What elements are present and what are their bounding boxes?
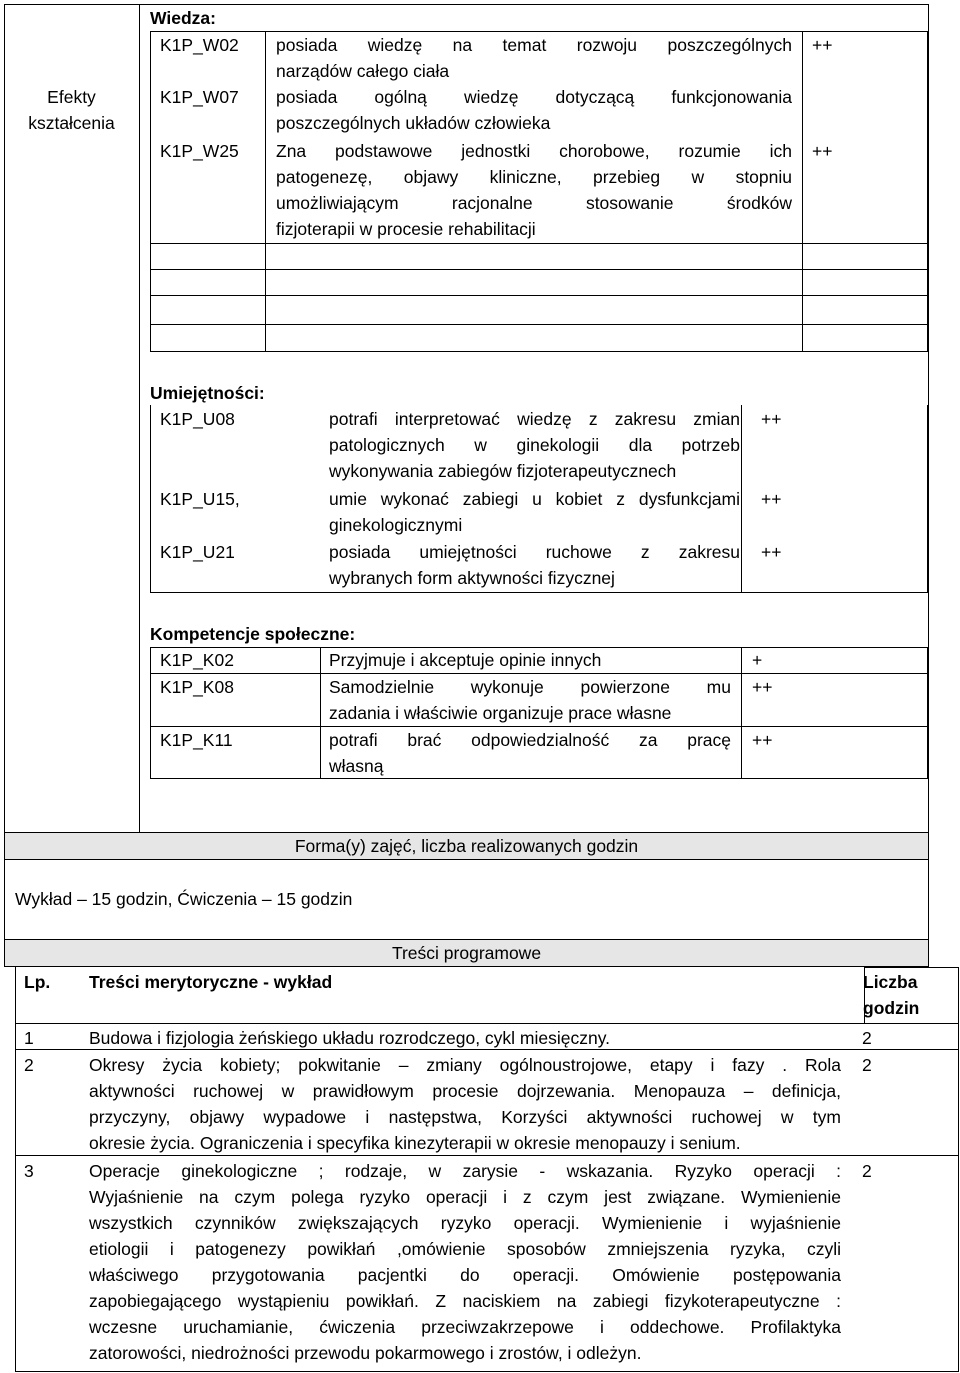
kompetencje-heading: Kompetencje społeczne: — [150, 624, 356, 644]
umiejetnosci-code-u15: K1P_U15, — [160, 489, 240, 509]
umiejetnosci-mark-u15: ++ — [761, 489, 782, 509]
umiejetnosci-mark-u08: ++ — [761, 409, 782, 429]
wiedza-heading: Wiedza: — [150, 8, 216, 28]
effects-divider — [139, 4, 140, 832]
kompetencje-code-k08: K1P_K08 — [160, 677, 234, 697]
kompetencje-mark-k08: ++ — [752, 677, 773, 697]
wiedza-code-w25: K1P_W25 — [160, 141, 239, 161]
tresci-hours-2: 2 — [862, 1055, 872, 1075]
umiejetnosci-heading: Umiejętności: — [150, 383, 265, 403]
tresci-col-lp: Lp. — [24, 972, 51, 992]
tresci-lp-3: 3 — [24, 1161, 34, 1181]
umiejetnosci-desc-u15: umie wykonać zabiegi u kobiet z dysfunkcjami ginekologicznymi — [329, 489, 740, 535]
kompetencje-desc-k11: potrafi brać odpowiedzialność za pracę własną — [329, 730, 731, 776]
umiejetnosci-code-u08: K1P_U08 — [160, 409, 235, 429]
forma-text: Wykład – 15 godzin, Ćwiczenia – 15 godzin — [15, 889, 353, 909]
tresci-lp-1: 1 — [24, 1028, 34, 1048]
umiejetnosci-desc-u21: posiada umiejętności ruchowe z zakresu wybranych form aktywności fizycznej — [329, 542, 740, 588]
wiedza-desc-w07: posiada ogólną wiedzę dotyczącą funkcjonowania poszczególnych układów człowieka — [276, 87, 792, 133]
umiejetnosci-mark-u21: ++ — [761, 542, 782, 562]
wiedza-code-w07: K1P_W07 — [160, 87, 239, 107]
kompetencje-code-k11: K1P_K11 — [160, 730, 233, 750]
kompetencje-desc-k08: Samodzielnie wykonuje powierzone mu zadania i właściwie organizuje prace własne — [329, 677, 731, 723]
tresci-col-hours: Liczba godzin — [863, 972, 920, 1018]
umiejetnosci-code-u21: K1P_U21 — [160, 542, 235, 562]
wiedza-desc-w25: Zna podstawowe jednostki chorobowe, rozumie ich patogenezę, objawy kliniczne, przebieg w stopniu umożliwiającym racjonalne stosowanie środków fizjoterapii w procesie rehabilitacji — [276, 141, 792, 239]
tresci-lp-2: 2 — [24, 1055, 34, 1075]
wiedza-mark-w02: ++ — [812, 35, 833, 55]
tresci-text-1: Budowa i fizjologia żeńskiego układu rozrodczego, cykl miesięczny. — [89, 1028, 611, 1048]
tresci-col-title: Treści merytoryczne - wykład — [89, 972, 333, 992]
umiejetnosci-desc-u08: potrafi interpretować wiedzę z zakresu zmian patologicznych w ginekologii dla potrzeb wykonywania zabiegów fizjoterapeutycznech — [329, 409, 740, 481]
kompetencje-code-k02: K1P_K02 — [160, 650, 234, 670]
effects-label: Efekty kształcenia — [28, 87, 115, 133]
wiedza-code-w02: K1P_W02 — [160, 35, 239, 55]
tresci-text-3: Operacje ginekologiczne ; rodzaje, w zarysie - wskazania. Ryzyko operacji : Wyjaśnienie na czym polega ryzyko operacji i z czym jest związane. Wymienienie wszystkich czynników zwiększających ryzyko operacji. Wymienienie i wyjaśnienie etiologii i patogenezy powikłań ,omówienie sposobów zmniejszenia ryzyka, czyli właściwego przygotowania pacjentki do operacji. Omówienie postępowania zapobiegającego wystąpieniu powikłań. Z naciskiem na zabiegi fizykoterapeutyczne : wczesne uruchamianie, ćwiczenia przeciwzakrzepowe i oddechowe. Profilaktyka zatorowości, niedrożności przewodu pokarmowego i zrostów, i odleżyn. — [89, 1161, 841, 1363]
forma-heading: Forma(y) zajęć, liczba realizowanych godzin — [4, 832, 929, 860]
wiedza-mark-w25: ++ — [812, 141, 833, 161]
kompetencje-mark-k02: + — [752, 650, 763, 670]
tresci-hours-1: 2 — [862, 1028, 872, 1048]
tresci-hours-3: 2 — [862, 1161, 872, 1181]
tresci-text-2: Okresy życia kobiety; pokwitanie – zmiany ogólnoustrojowe, etapy i fazy . Rola aktywności ruchowej w prawidłowym procesie dojrzewania. Menopauza – definicja, przyczyny, objawy wypadowe i następstwa, Korzyści aktywności ruchowej w tym okresie życia. Ograniczenia i specyfika kinezyterapii w okresie menopauzy i senium. — [89, 1055, 841, 1153]
tresci-heading: Treści programowe — [4, 940, 929, 967]
wiedza-desc-w02: posiada wiedzę na temat rozwoju poszczególnych narządów całego ciała — [276, 35, 792, 81]
kompetencje-desc-k02: Przyjmuje i akceptuje opinie innych — [329, 650, 602, 670]
kompetencje-mark-k11: ++ — [752, 730, 773, 750]
